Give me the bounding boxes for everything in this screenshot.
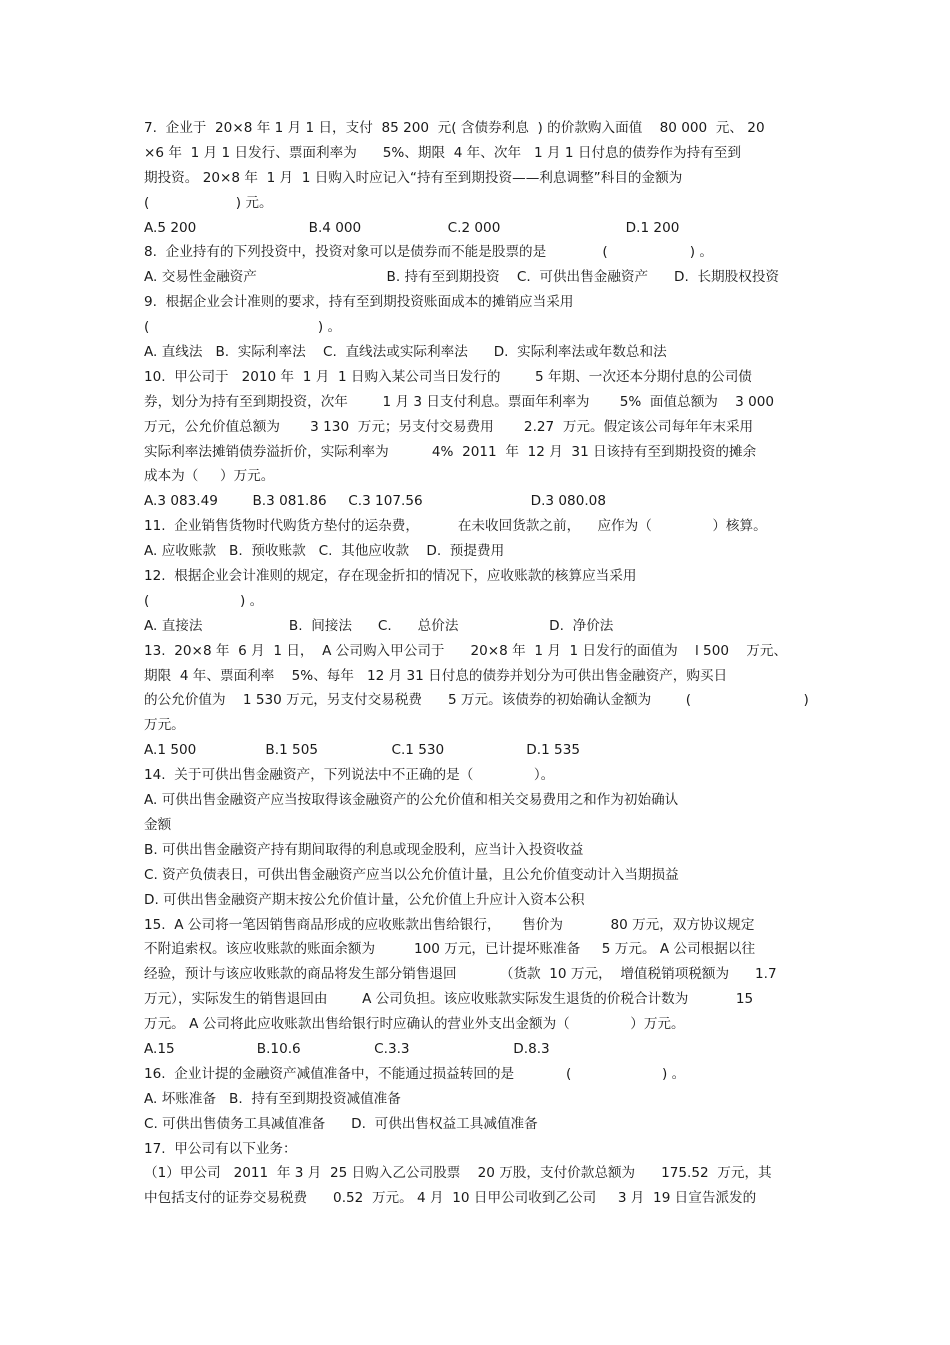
text-line: A. 应收账款 B. 预收账款 C. 其他应收款 D. 预提费用 (144, 543, 505, 560)
text-line: 16. 企业计提的金融资产减值准备中，不能通过损益转回的是 ( ) 。 (144, 1065, 686, 1082)
text-line: 期投资。 20×8 年 1 月 1 日购入时应记入“持有至到期投资——利息调整”科目的金额为 (144, 169, 683, 186)
text-line: 15. A 公司将一笔因销售商品形成的应收账款出售给银行， 售价为 80 万元，双方协议规定 (144, 916, 755, 933)
text-line: 10. 甲公司于 2010 年 1 月 1 日购入某公司当日发行的 5 年期、一次还本分期付息的公司债 (144, 368, 752, 385)
text-line: A. 直接法 B. 间接法 C. 总价法 D. 净价法 (144, 617, 614, 634)
text-line: 万元），实际发生的销售退回由 A 公司负担。该应收账款实际发生退货的价税合计数为 15 (144, 991, 754, 1008)
text-line: 7. 企业于 20×8 年 1 月 1 日，支付 85 200 元( 含债券利息 ) 的价款购入面值 80 000 元、 20 (144, 120, 765, 136)
text-line: A.15 B.10.6 C.3.3 D.8.3 (144, 1040, 550, 1057)
text-line: 11. 企业销售货物时代购货方垫付的运杂费， 在未收回货款之前， 应作为（ ）核算。 (144, 518, 767, 535)
text-line: C. 资产负债表日，可供出售金融资产应当以公允价值计量，且公允价值变动计入当期损益 (144, 866, 679, 883)
text-line: 12. 根据企业会计准则的规定，存在现金折扣的情况下，应收账款的核算应当采用 (144, 568, 637, 585)
text-line: A. 坏账准备 B. 持有至到期投资减值准备 (144, 1090, 401, 1107)
text-line: 9. 根据企业会计准则的要求，持有至到期投资账面成本的摊销应当采用 (144, 294, 574, 311)
text-line: 万元。 (144, 717, 185, 734)
text-line: ×6 年 1 月 1 日发行、票面利率为 5%、期限 4 年、次年 1 月 1 日付息的债券作为持有至到 (144, 144, 741, 161)
text-line: ( ) 。 (144, 592, 264, 609)
text-line: A.3 083.49 B.3 081.86 C.3 107.56 D.3 080.08 (144, 493, 606, 510)
text-line: 不附追索权。该应收账款的账面余额为 100 万元，已计提坏账准备 5 万元。 A 公司根据以往 (144, 941, 756, 958)
text-line: ( ) 元。 (144, 194, 273, 211)
text-line: A. 可供出售金融资产应当按取得该金融资产的公允价值和相关交易费用之和作为初始确认 (144, 792, 679, 809)
text-line: 中包括支付的证券交易税费 0.52 万元。 4 月 10 日甲公司收到乙公司 3 月 19 日宣告派发的 (144, 1190, 757, 1207)
text-line: C. 可供出售债务工具减值准备 D. 可供出售权益工具减值准备 (144, 1115, 538, 1132)
text-line: 券，划分为持有至到期投资，次年 1 月 3 日支付利息。票面年利率为 5% 面值总额为 3 000 (144, 393, 775, 410)
text-line: A. 交易性金融资产 B. 持有至到期投资 C. 可供出售金融资产 D. 长期股权投资 (144, 269, 780, 286)
text-line: 万元，公允价值总额为 3 130 万元；另支付交易费用 2.27 万元。假定该公司每年年末采用 (144, 418, 754, 435)
text-line: B. 可供出售金融资产持有期间取得的利息或现金股利，应当计入投资收益 (144, 841, 584, 858)
text-line: （1）甲公司 2011 年 3 月 25 日购入乙公司股票 20 万股，支付价款总额为 175.52 万元，其 (144, 1165, 772, 1182)
document-text (144, 116, 814, 1211)
text-line: 万元。 A 公司将此应收账款出售给银行时应确认的营业外支出金额为（ ）万元。 (144, 1016, 685, 1033)
text-line: 成本为（ ）万元。 (144, 468, 275, 485)
text-line: 经验，预计与该应收账款的商品将发生部分销售退回 （货款 10 万元， 增值税销项税额为 1.7 (144, 966, 777, 983)
text-line: 期限 4 年、票面利率 5%、每年 12 月 31 日付息的债券并划分为可供出售金融资产，购买日 (144, 667, 728, 684)
text-line: 8. 企业持有的下列投资中，投资对象可以是债券而不能是股票的是 ( ) 。 (144, 244, 714, 261)
text-line: 的公允价值为 1 530 万元，另支付交易税费 5 万元。该债券的初始确认金额为 ( ) (144, 692, 809, 709)
text-line: 13. 20×8 年 6 月 1 日， A 公司购入甲公司于 20×8 年 1 月 1 日发行的面值为 l 500 万元、 (144, 642, 788, 659)
text-line: D. 可供出售金融资产期末按公允价值计量，公允价值上升应计入资本公积 (144, 891, 585, 908)
text-line: 17. 甲公司有以下业务： (144, 1140, 297, 1157)
text-line: A. 直线法 B. 实际利率法 C. 直线法或实际利率法 D. 实际利率法或年数总和法 (144, 344, 667, 361)
text-line: ( ) 。 (144, 319, 342, 336)
text-line: A.5 200 B.4 000 C.2 000 D.1 200 (144, 219, 680, 236)
text-line: A.1 500 B.1 505 C.1 530 D.1 535 (144, 742, 580, 759)
text-line: 14. 关于可供出售金融资产，下列说法中不正确的是（ ）。 (144, 767, 555, 784)
text-line: 实际利率法摊销债券溢折价，实际利率为 4% 2011 年 12 月 31 日该持有至到期投资的摊余 (144, 443, 757, 460)
text-line: 金额 (144, 816, 172, 833)
